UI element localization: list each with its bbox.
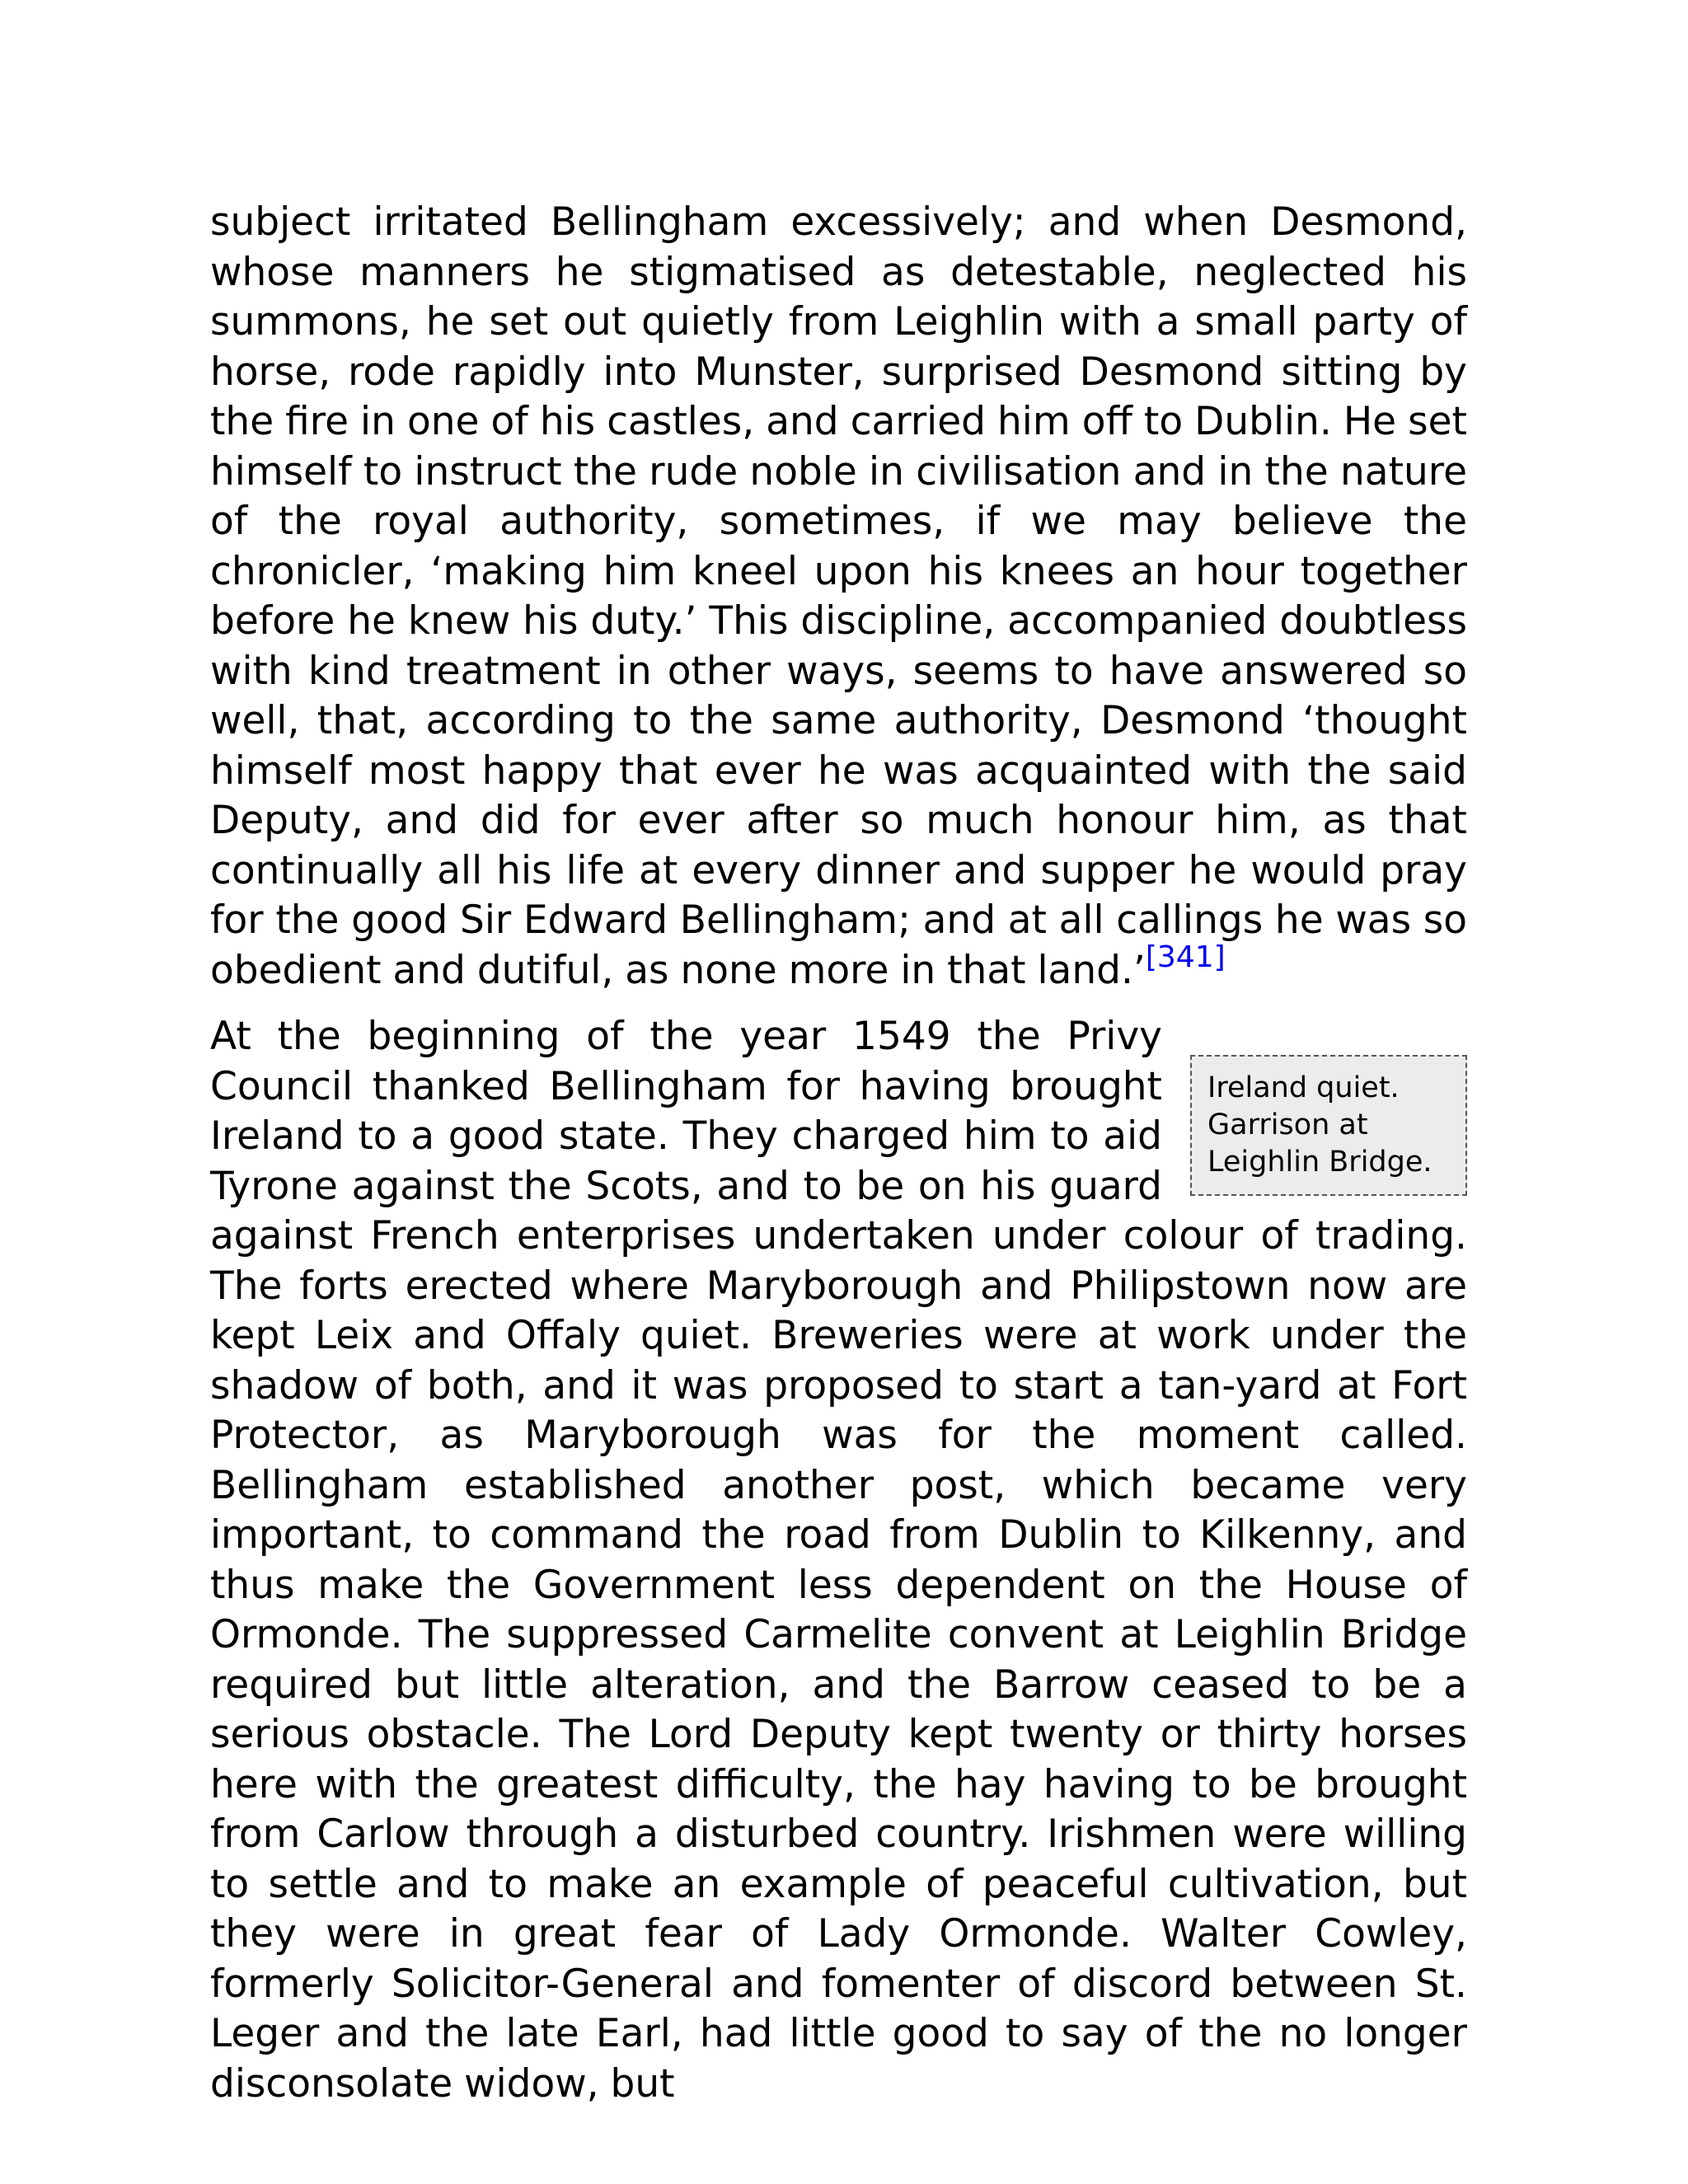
page-body: [210, 198, 1467, 2109]
footnote-link[interactable]: [341]: [1145, 940, 1226, 974]
paragraph-desmond: [210, 198, 1467, 996]
paragraph-text: subject irritated Bellingham excessively; and when Desmond, whose manners he stigmatised as detestable, neglected his summons, he set out quietly from Leighlin with a small party of horse, rode rapidly into Munster, surprised Desmond sitting by the fire in one of his castles, and carried him off to Dublin. He set himself to instruct the rude noble in civilisation and in the nature of the royal authority, sometimes, if we may believe the chronicler, ‘making him kneel upon his knees an hour together before he knew his duty.’ This discipline, accompanied doubtless with kind treatment in other ways, seems to have answered so well, that, according to the same authority, Desmond ‘thought himself most happy that ever he was acquainted with the said Deputy, and did for ever after so much honour him, as that continually all his life at every dinner and supper he would pray for the good Sir Edward Bellingham; and at all callings he was so obedient and dutiful, as none more in that land.’: [210, 199, 1467, 993]
paragraph-text: At the beginning of the year 1549 the Privy Council thanked Bellingham for having brought Ireland to a good state. They charged him to aid Tyrone against the Scots, and to be on his guard against French enterprises undertaken under colour of trading. The forts erected where Maryborough and Philipstown now are kept Leix and Offaly quiet. Breweries were at work under the shadow of both, and it was proposed to start a tan-yard at Fort Protector, as Maryborough was for the moment called. Bellingham established another post, which became very important, to command the road from Dublin to Kilkenny, and thus make the Government less dependent on the House of Ormonde. The suppressed Carmelite convent at Leighlin Bridge required but little alteration, and the Barrow ceased to be a serious obstacle. The Lord Deputy kept twenty or thirty horses here with the greatest difficulty, the hay having to be brought from Carlow through a disturbed country. Irishmen were willing to settle and to make an example of peaceful cultivation, but they were in great fear of Lady Ormonde. Walter Cowley, formerly Solicitor-General and fomenter of discord between St. Leger and the late Earl, had little good to say of the no longer disconsolate widow, but: [210, 1014, 1467, 2107]
sidenote-line: Leighlin Bridge.: [1207, 1146, 1432, 1179]
sidenote-box: [1190, 1055, 1467, 1196]
paragraph-privy-council: [210, 1012, 1467, 2109]
sidenote-line: Garrison at: [1207, 1108, 1368, 1141]
sidenote-line: Ireland quiet.: [1207, 1071, 1400, 1104]
